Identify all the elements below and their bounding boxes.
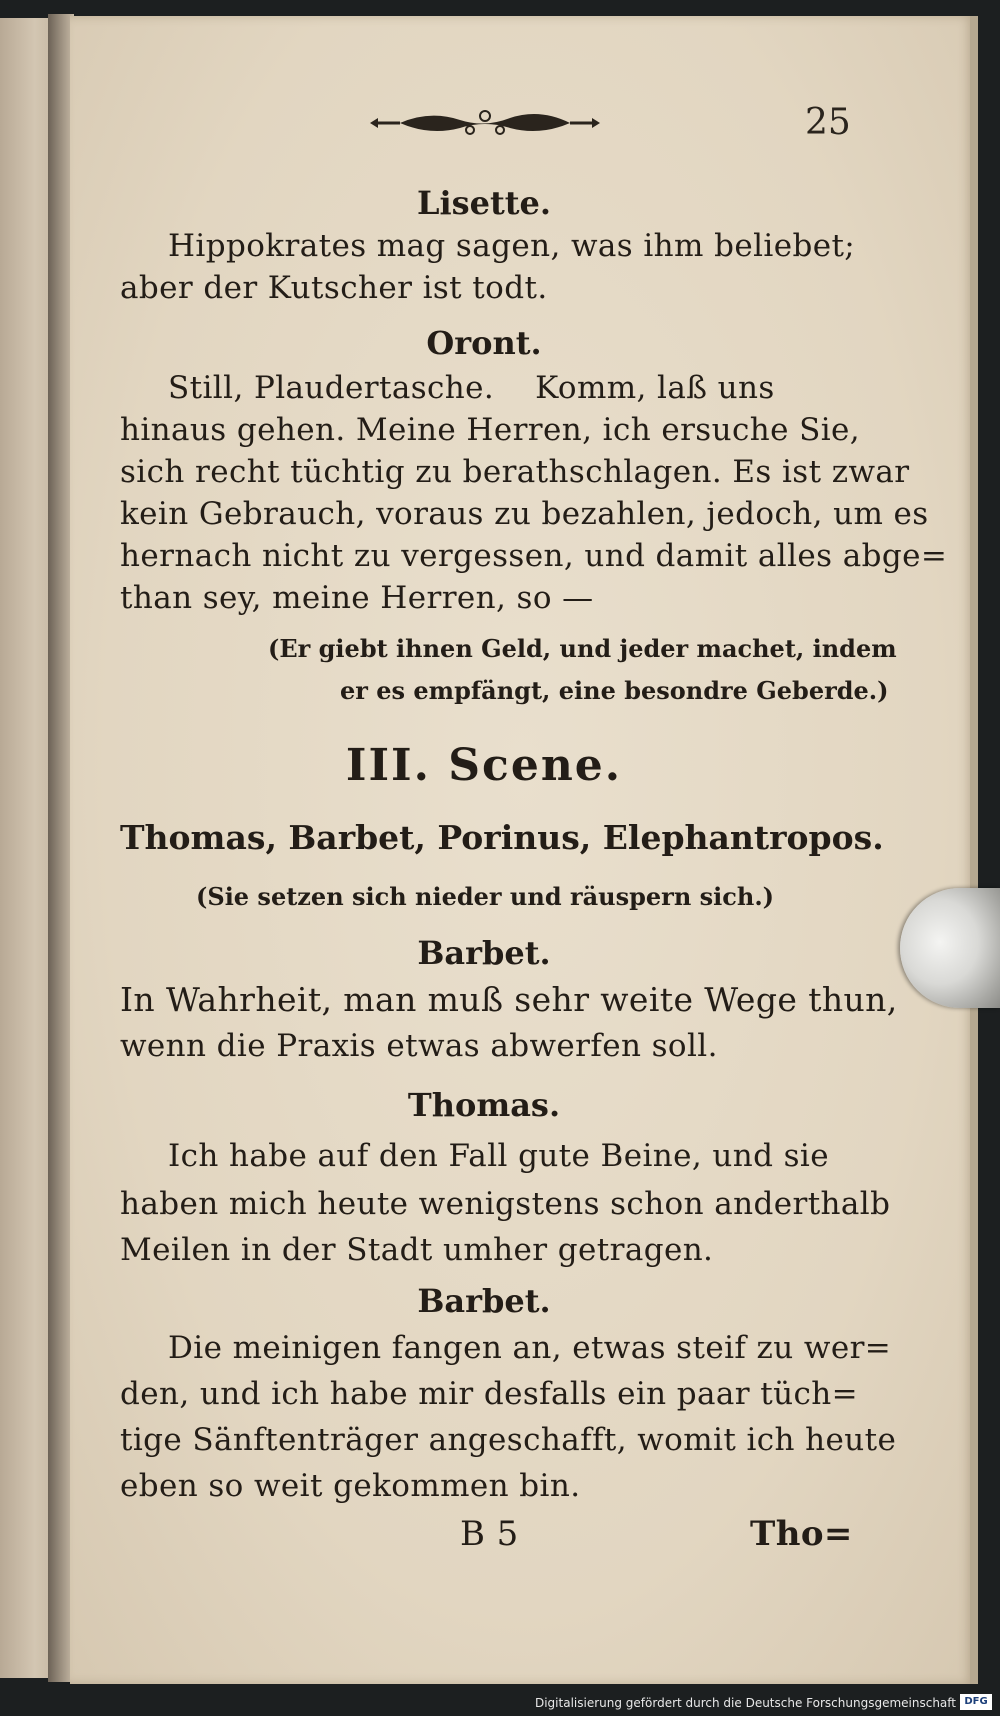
speaker-heading-oront: Oront.: [426, 324, 542, 362]
stage-direction-line: er es empfängt, eine besondre Geberde.): [340, 676, 889, 705]
page-fore-edge: [970, 16, 978, 1684]
text-line: Hippokrates mag sagen, was ihm beliebet;: [168, 228, 856, 264]
text-line: eben so weit gekommen bin.: [120, 1468, 581, 1504]
text-line: den, und ich habe mir desfalls ein paar tüch=: [120, 1376, 858, 1412]
text-line: than sey, meine Herren, so —: [120, 580, 594, 616]
text-line: haben mich heute wenigstens schon anderthalb: [120, 1186, 891, 1222]
scene-heading: III. Scene.: [345, 740, 623, 791]
speaker-heading-thomas: Thomas.: [407, 1086, 561, 1124]
text-line: Die meinigen fangen an, etwas steif zu wer=: [168, 1330, 892, 1366]
header-ornament-icon: [370, 106, 600, 140]
text-line: In Wahrheit, man muß sehr weite Wege thun,: [120, 980, 898, 1019]
dfg-logo-icon: DFG: [960, 1694, 992, 1710]
text-line: Ich habe auf den Fall gute Beine, und sie: [168, 1138, 829, 1174]
text-line: Still, Plaudertasche. Komm, laß uns: [168, 370, 775, 406]
speaker-heading-barbet: Barbet.: [417, 1282, 551, 1320]
stage-direction-line: (Er giebt ihnen Geld, und jeder machet, indem: [268, 634, 897, 663]
cast-list: Thomas, Barbet, Porinus, Elephantropos.: [120, 818, 884, 857]
text-line: aber der Kutscher ist todt.: [120, 270, 548, 306]
stage-direction: (Sie setzen sich nieder und räuspern sich.): [196, 882, 775, 911]
signature-mark: B 5: [460, 1514, 519, 1554]
footer-credit: Digitalisierung gefördert durch die Deutsche Forschungsgemeinschaft: [534, 1696, 956, 1710]
text-line: sich recht tüchtig zu berathschlagen. Es ist zwar: [120, 454, 910, 490]
text-line: Meilen in der Stadt umher getragen.: [120, 1232, 714, 1268]
text-line: wenn die Praxis etwas abwerfen soll.: [120, 1028, 718, 1064]
speaker-heading-lisette: Lisette.: [416, 184, 552, 222]
text-line: hinaus gehen. Meine Herren, ich ersuche Sie,: [120, 412, 861, 448]
page-number: 25: [805, 102, 851, 143]
text-line: hernach nicht zu vergessen, und damit alles abge=: [120, 538, 948, 574]
catchword: Tho=: [750, 1514, 853, 1554]
text-line: kein Gebrauch, voraus zu bezahlen, jedoch, um es: [120, 496, 929, 532]
text-line: tige Sänftenträger angeschafft, womit ich heute: [120, 1422, 897, 1458]
speaker-heading-barbet: Barbet.: [417, 934, 551, 972]
